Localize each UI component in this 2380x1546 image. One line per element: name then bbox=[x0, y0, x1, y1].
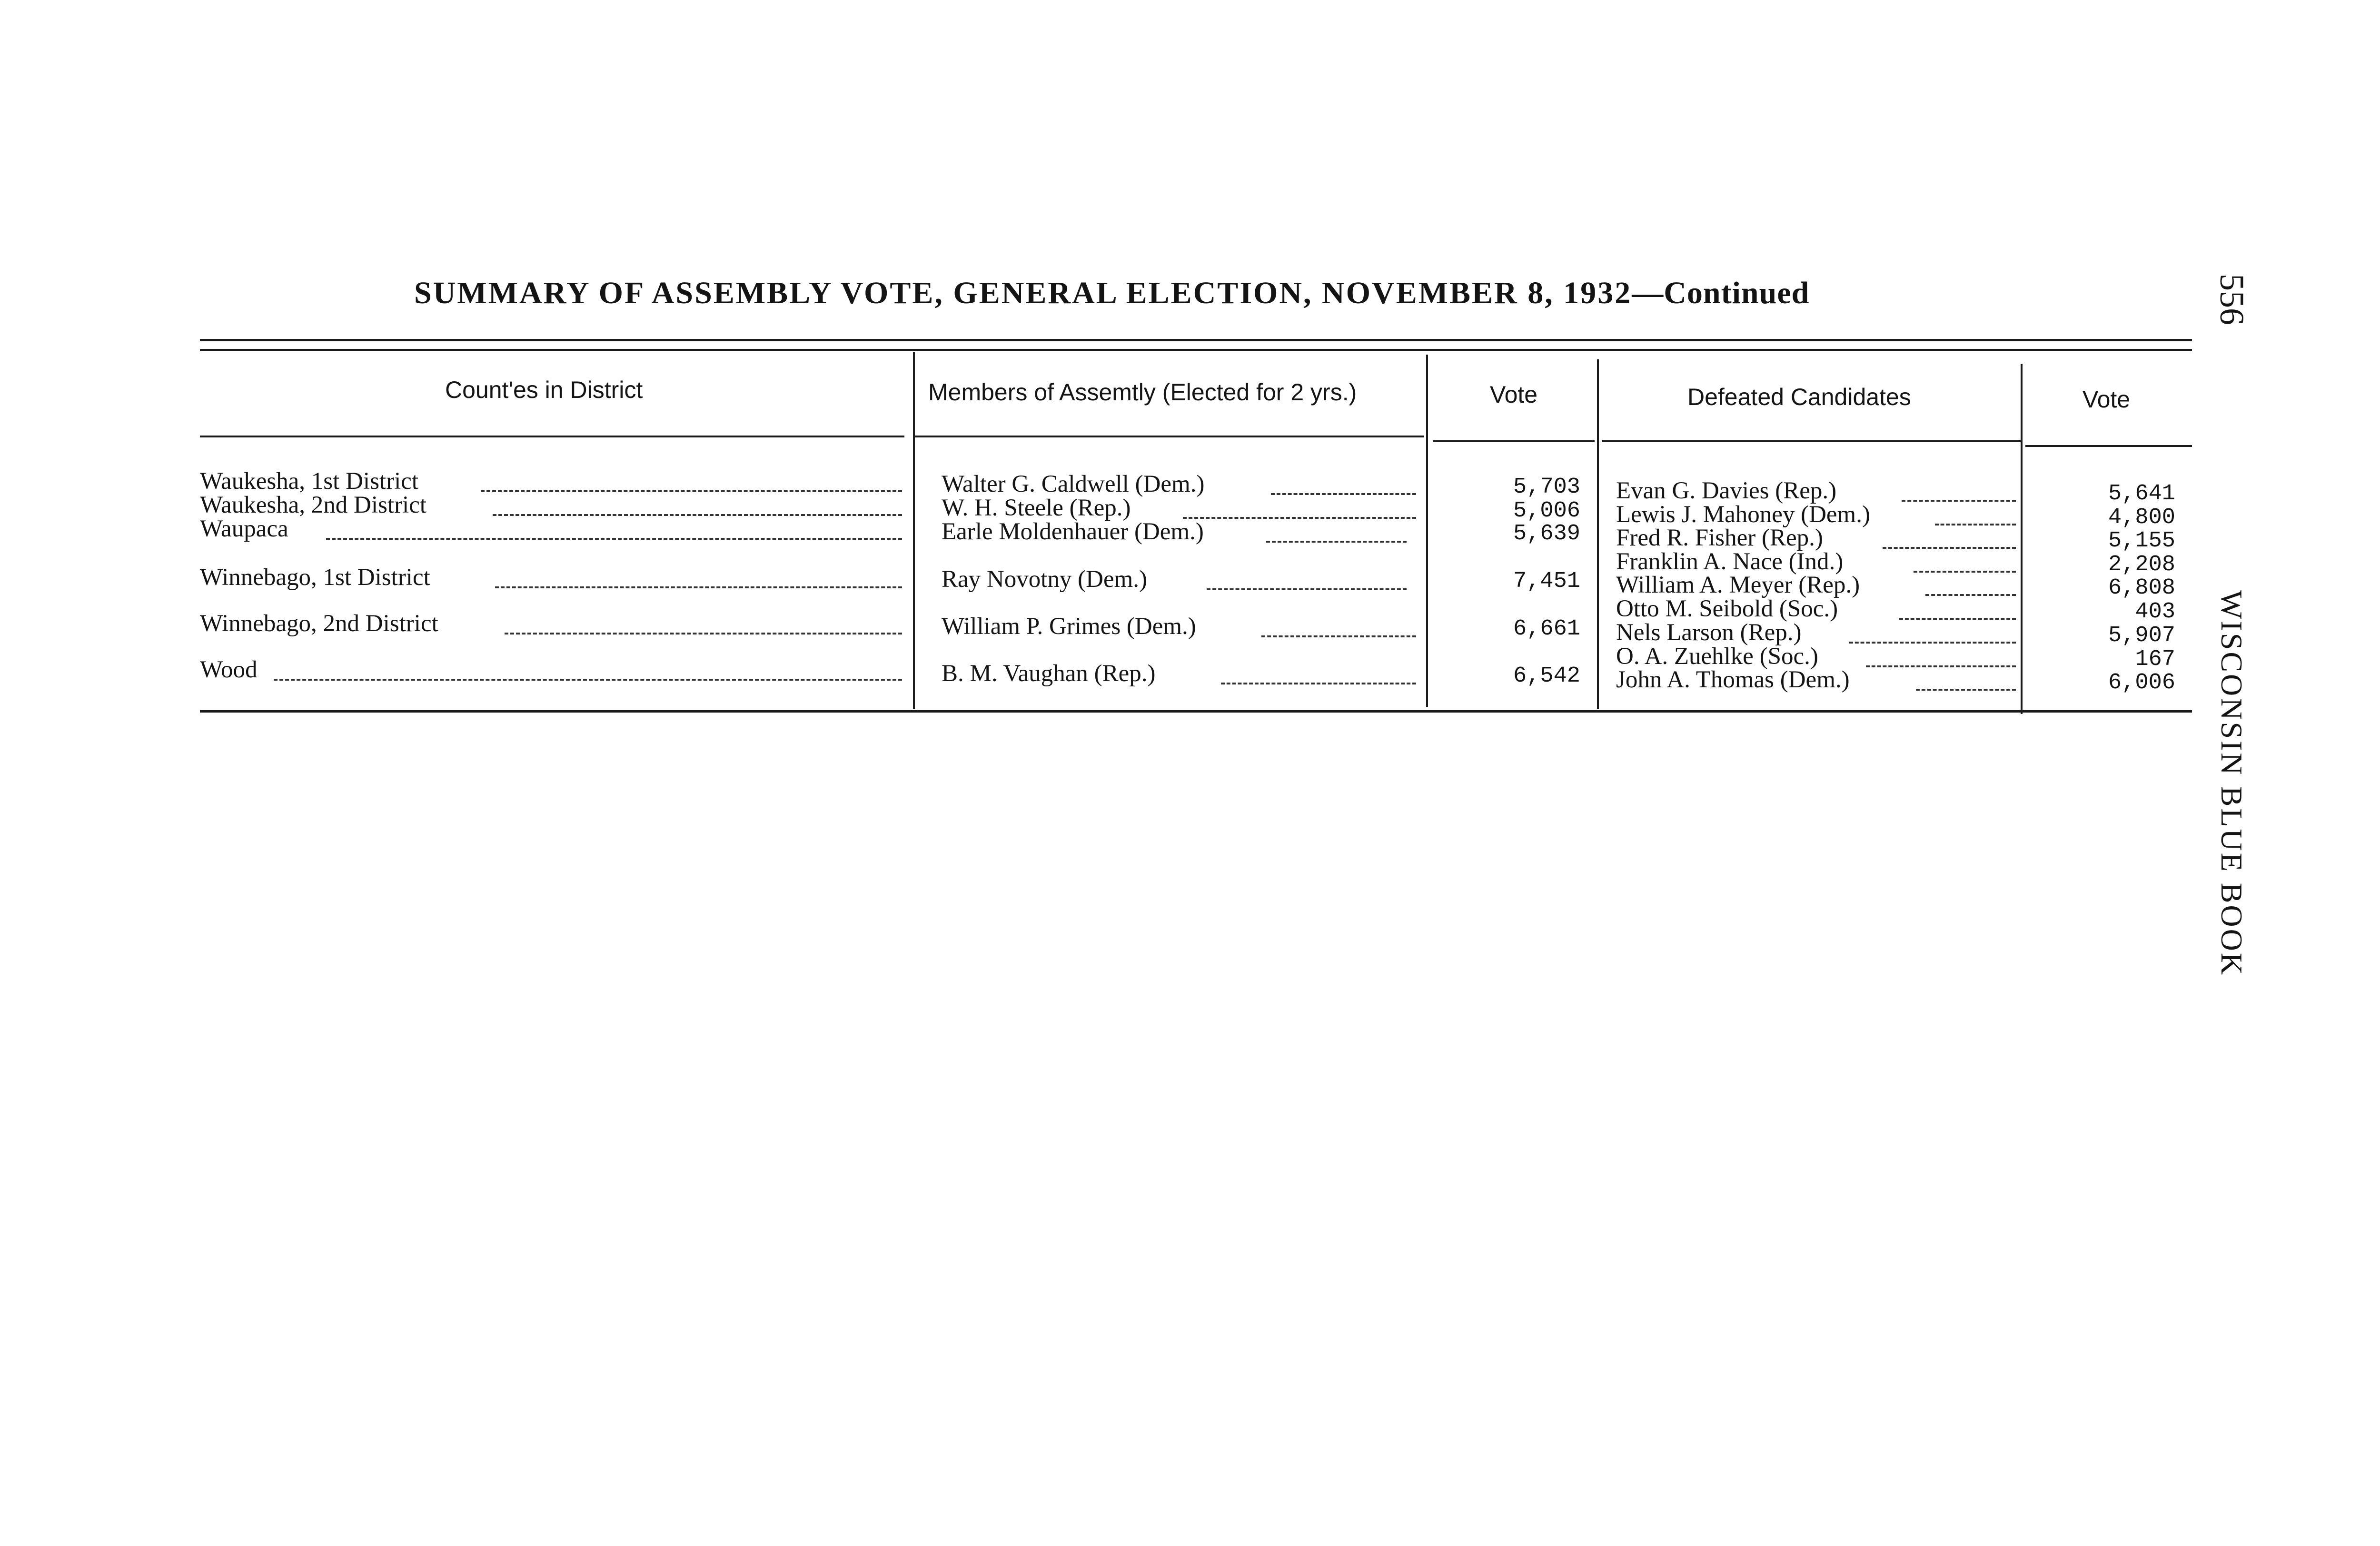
leader-dots bbox=[1849, 642, 2016, 644]
column-divider-2 bbox=[1426, 355, 1428, 707]
county-cell: Waukesha, 1st District bbox=[200, 468, 419, 495]
defeated-cell: Nels Larson (Rep.) bbox=[1616, 619, 1802, 646]
defeated-cell: Evan G. Davies (Rep.) bbox=[1616, 477, 1837, 504]
vote-cell: 5,639 bbox=[1513, 521, 1580, 546]
leader-dots bbox=[1207, 588, 1407, 590]
county-cell: Wood bbox=[200, 656, 258, 683]
county-cell: Winnebago, 2nd District bbox=[200, 610, 438, 637]
header-rule-counties bbox=[200, 436, 904, 437]
title-continued: —Continued bbox=[1632, 276, 1810, 310]
defeated-vote-cell: 6,006 bbox=[2108, 670, 2175, 695]
leader-dots bbox=[1261, 635, 1416, 637]
leader-dots bbox=[1914, 571, 2016, 573]
vote-cell: 5,703 bbox=[1513, 475, 1580, 500]
member-cell: Ray Novotny (Dem.) bbox=[942, 566, 1148, 593]
leader-dots bbox=[1935, 524, 2016, 525]
leader-dots bbox=[493, 514, 902, 516]
header-members: Members of Assemtly (Elected for 2 yrs.) bbox=[928, 379, 1357, 406]
running-head-text: WISCONSIN BLUE BOOK bbox=[2215, 590, 2249, 977]
leader-dots bbox=[274, 679, 902, 681]
leader-dots bbox=[1899, 618, 2016, 620]
header-rule-members bbox=[915, 436, 1424, 437]
defeated-vote-cell: 5,907 bbox=[2108, 623, 2175, 648]
page-title bbox=[414, 275, 1809, 311]
vote-cell: 6,542 bbox=[1513, 664, 1580, 689]
vote-cell: 7,451 bbox=[1513, 569, 1580, 594]
page-number-text: 556 bbox=[2213, 274, 2251, 325]
leader-dots bbox=[1271, 493, 1416, 495]
defeated-vote-cell: 167 bbox=[2135, 647, 2175, 672]
header-vote-defeated: Vote bbox=[2082, 386, 2131, 413]
leader-dots bbox=[1266, 541, 1407, 543]
leader-dots bbox=[1902, 500, 2016, 502]
header-rule-defeated bbox=[1602, 440, 2021, 442]
member-cell: Walter G. Caldwell (Dem.) bbox=[942, 471, 1205, 497]
header-counties: Count'es in District bbox=[445, 377, 643, 403]
defeated-vote-cell: 403 bbox=[2135, 599, 2175, 624]
header-rule-vote1 bbox=[1433, 440, 1595, 442]
leader-dots bbox=[1221, 683, 1416, 684]
member-cell: William P. Grimes (Dem.) bbox=[942, 613, 1196, 640]
column-divider-3 bbox=[1597, 359, 1599, 709]
top-rule-2 bbox=[200, 349, 2192, 351]
member-cell: W. H. Steele (Rep.) bbox=[942, 495, 1131, 521]
vote-cell: 6,661 bbox=[1513, 616, 1580, 642]
member-cell: B. M. Vaughan (Rep.) bbox=[942, 660, 1156, 687]
county-cell: Waupaca bbox=[200, 515, 288, 542]
header-rule-vote2 bbox=[2025, 445, 2192, 447]
defeated-vote-cell: 5,641 bbox=[2108, 481, 2175, 506]
leader-dots bbox=[1183, 517, 1416, 519]
leader-dots bbox=[1916, 689, 2016, 691]
header-defeated: Defeated Candidates bbox=[1687, 384, 1911, 410]
column-divider-1 bbox=[913, 352, 915, 709]
defeated-cell: O. A. Zuehlke (Soc.) bbox=[1616, 643, 1818, 670]
county-cell: Waukesha, 2nd District bbox=[200, 492, 427, 518]
bottom-rule bbox=[200, 710, 2192, 713]
defeated-cell: Otto M. Seibold (Soc.) bbox=[1616, 595, 1838, 622]
title-main: SUMMARY OF ASSEMBLY VOTE, GENERAL ELECTION, NOVEMBER 8, 1932 bbox=[414, 276, 1632, 310]
member-cell: Earle Moldenhauer (Dem.) bbox=[942, 518, 1204, 545]
leader-dots bbox=[495, 586, 902, 588]
leader-dots bbox=[1866, 665, 2016, 667]
running-head bbox=[2216, 590, 2249, 1080]
leader-dots bbox=[481, 490, 902, 492]
top-rule-1 bbox=[200, 339, 2192, 341]
defeated-vote-cell: 5,155 bbox=[2108, 528, 2175, 554]
county-cell: Winnebago, 1st District bbox=[200, 564, 430, 591]
defeated-cell: John A. Thomas (Dem.) bbox=[1616, 666, 1850, 693]
defeated-vote-cell: 4,800 bbox=[2108, 505, 2175, 530]
column-divider-4 bbox=[2021, 364, 2023, 714]
leader-dots bbox=[1883, 547, 2016, 549]
defeated-cell: Franklin A. Nace (Ind.) bbox=[1616, 548, 1844, 575]
defeated-vote-cell: 2,208 bbox=[2108, 552, 2175, 577]
leader-dots bbox=[1925, 594, 2016, 596]
vote-cell: 5,006 bbox=[1513, 498, 1580, 524]
defeated-cell: William A. Meyer (Rep.) bbox=[1616, 572, 1860, 598]
leader-dots bbox=[326, 538, 902, 540]
defeated-cell: Fred R. Fisher (Rep.) bbox=[1616, 525, 1823, 551]
leader-dots bbox=[505, 633, 902, 634]
page-number bbox=[2213, 274, 2251, 340]
defeated-vote-cell: 6,808 bbox=[2108, 575, 2175, 601]
header-vote-elected: Vote bbox=[1490, 381, 1538, 408]
defeated-cell: Lewis J. Mahoney (Dem.) bbox=[1616, 501, 1870, 528]
